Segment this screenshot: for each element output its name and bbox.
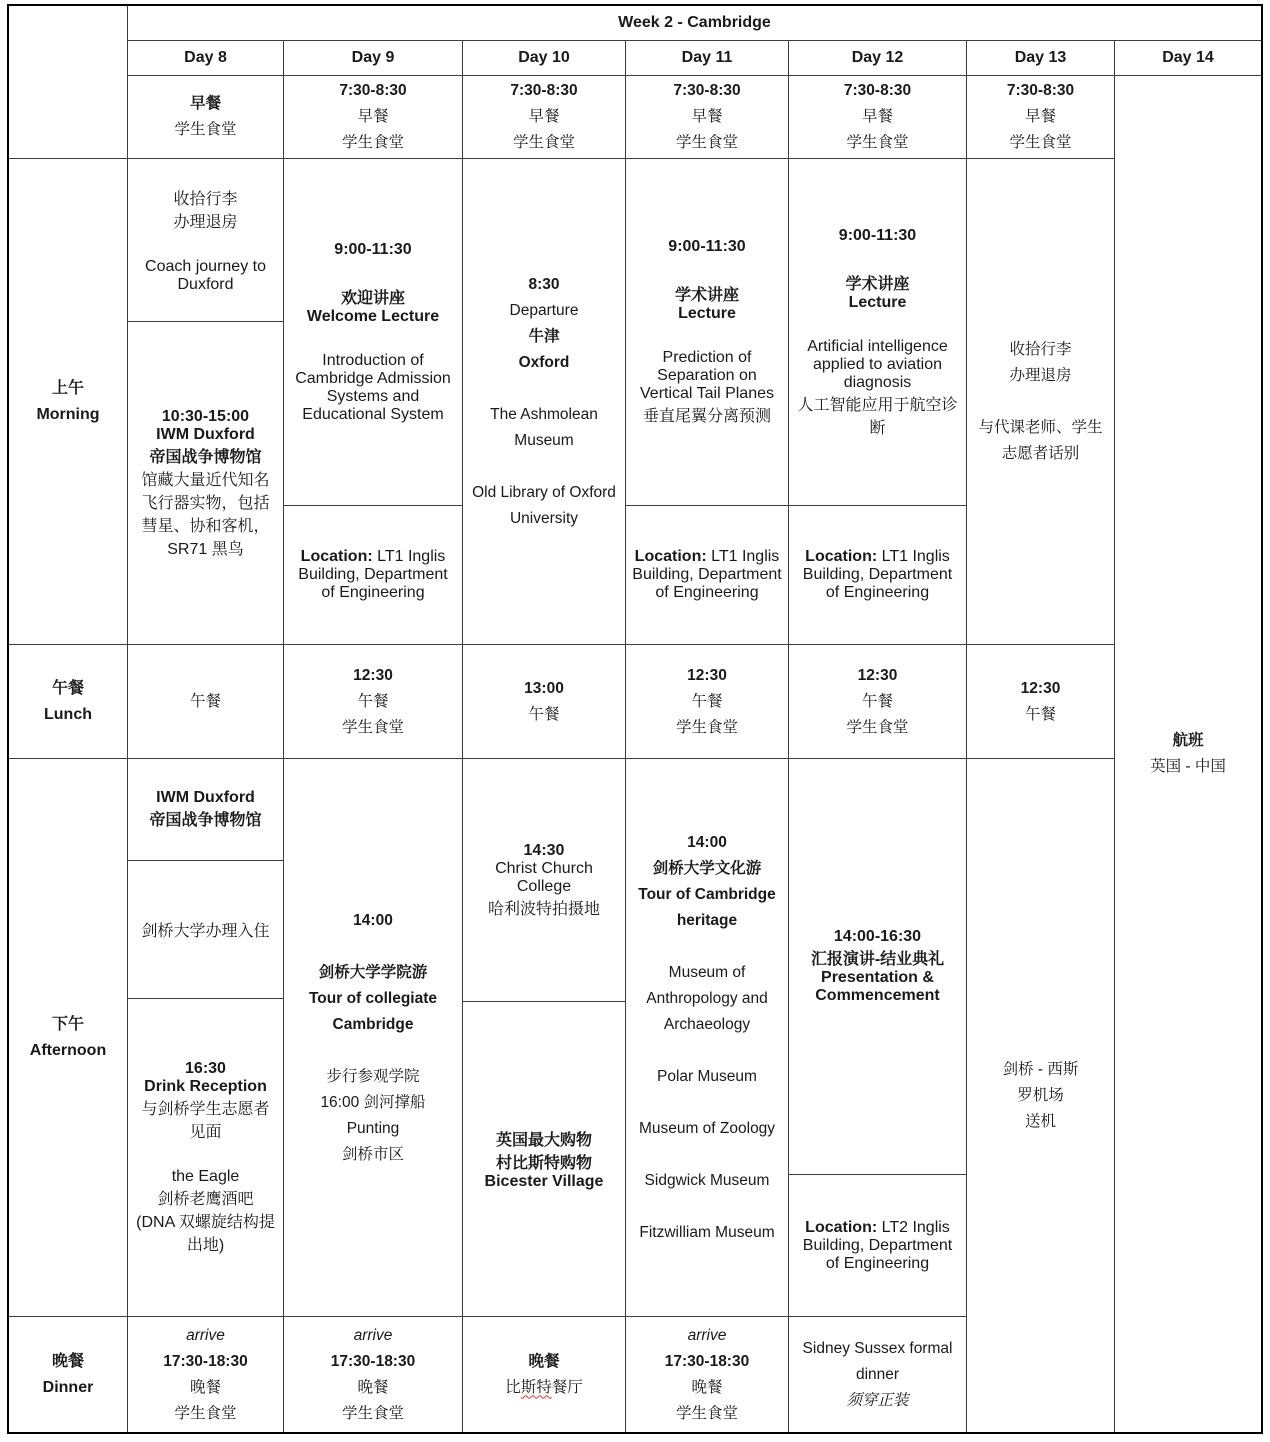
meal-place: 学生食堂 [846, 718, 909, 736]
afternoon-day10-bicester [463, 1001, 625, 1316]
location-line [632, 548, 782, 602]
meal-place: 学生食堂 [174, 1404, 237, 1422]
breakfast-day13 [967, 76, 1114, 158]
line: Departure [509, 301, 579, 319]
row-label-zh: 午餐 [51, 679, 84, 697]
lunch-day10 [463, 645, 625, 758]
meal-time: 12:30 [857, 666, 898, 684]
meal-place [505, 1375, 583, 1401]
meal-place: 学生食堂 [341, 134, 404, 151]
meal-name: 午餐 [357, 692, 389, 710]
row-label-zh: 晚餐 [51, 1352, 84, 1370]
title-en: Lecture [848, 293, 907, 311]
row-label-lunch [9, 645, 127, 758]
time: 9:00-11:30 [334, 240, 412, 258]
arrive-note: arrive [687, 1326, 727, 1344]
meal-place: 学生食堂 [174, 121, 237, 138]
line: 16:00 剑河撑船 [320, 1093, 426, 1111]
line: 与代课老师、学生志愿者话别 [978, 418, 1103, 462]
line: 与剑桥学生志愿者见面 [141, 1101, 270, 1141]
title-zh: 帝国战争博物馆 [149, 812, 262, 829]
afternoon-day10 [463, 759, 625, 1316]
line: Christ Church College [495, 859, 593, 895]
title-zh: 汇报演讲-结业典礼 [810, 951, 945, 968]
title-zh: 学术讲座 [674, 287, 739, 304]
row-label-zh: 上午 [51, 379, 84, 397]
day14-flight-cell [1115, 76, 1261, 1432]
morning-day11-lecture [626, 159, 788, 505]
time: 9:00-11:30 [838, 226, 917, 244]
day-header-day12 [789, 41, 966, 75]
time: 16:30 [185, 1060, 226, 1077]
day8-label: Day 8 [184, 49, 227, 66]
week-title: Week 2 - Cambridge [618, 14, 771, 31]
row-label-afternoon [9, 759, 127, 1316]
spellcheck-underlined-text: 斯特 [520, 1378, 552, 1396]
breakfast-day10 [463, 76, 625, 158]
meal-place: 学生食堂 [1009, 134, 1072, 151]
meal-name: 晚餐 [189, 1378, 221, 1396]
afternoon-day12 [789, 759, 966, 1316]
morning-day8-checkout [128, 159, 283, 321]
lunch-day11 [626, 645, 788, 758]
morning-day11-location [626, 505, 788, 644]
description-zh: 垂直尾翼分离预测 [642, 408, 771, 425]
location-label: Location: [805, 548, 878, 565]
meal-time: 12:30 [353, 666, 393, 684]
line: Punting [346, 1119, 400, 1137]
lunch-day13 [967, 645, 1114, 758]
row-label-en: Afternoon [29, 1041, 107, 1059]
day-header-day8 [128, 41, 283, 75]
morning-day9 [284, 159, 462, 644]
afternoon-day9 [284, 759, 462, 1316]
meal-name: 晚餐 [357, 1378, 389, 1396]
line: 罗机场 [1017, 1086, 1064, 1104]
lunch-day9 [284, 645, 462, 758]
meal-place: 学生食堂 [341, 718, 404, 736]
line: Sidney Sussex formal dinner [802, 1339, 953, 1383]
afternoon-day8-reception [128, 998, 283, 1316]
line: 步行参观学院 [326, 1067, 420, 1085]
dress-code-note: 须穿正装 [846, 1391, 909, 1409]
time: 9:00-11:30 [668, 238, 746, 255]
title-zh: 牛津 [528, 327, 560, 345]
line: 剑桥大学办理入住 [141, 923, 270, 940]
morning-day12-location [789, 505, 966, 644]
afternoon-day8 [128, 759, 283, 1316]
line: 送机 [1024, 1112, 1056, 1130]
museum: Museum of Zoology [638, 1119, 776, 1137]
line: The Ashmolean Museum [490, 405, 598, 449]
museum: Polar Museum [657, 1067, 757, 1085]
day11-label: Day 11 [681, 49, 733, 66]
meal-time: 17:30-18:30 [163, 1352, 248, 1370]
afternoon-day12-presentation [789, 759, 966, 1174]
line: the Eagle [171, 1168, 240, 1185]
meal-place: 学生食堂 [846, 134, 909, 151]
morning-day12 [789, 159, 966, 644]
title-en: IWM Duxford [156, 425, 255, 443]
breakfast-day8 [128, 76, 283, 158]
meal-name: 午餐 [189, 692, 221, 710]
description-zh: 人工智能应用于航空诊断 [797, 396, 958, 437]
time: 14:00 [687, 833, 727, 851]
location-value: LT1 Inglis Building, Department of Engineering [298, 548, 448, 601]
title-zh: 英国最大购物 [495, 1132, 592, 1149]
location-line [795, 548, 960, 602]
location-line [795, 1219, 960, 1273]
location-value: LT1 Inglis Building, Department of Engineering [632, 548, 782, 601]
description-en: Artificial intelligence applied to aviation diagnosis [807, 337, 948, 391]
afternoon-day8-checkin [128, 860, 283, 998]
afternoon-day12-location [789, 1174, 966, 1316]
dinner-day10 [463, 1317, 625, 1432]
day-header-day11 [626, 41, 788, 75]
day-header-day10 [463, 41, 625, 75]
row-label-en: Morning [36, 405, 100, 423]
arrive-note: arrive [186, 1326, 225, 1344]
line: Coach journey to Duxford [145, 258, 266, 293]
line: 办理退房 [173, 214, 238, 231]
meal-time: 7:30-8:30 [339, 82, 407, 99]
day-header-day14 [1115, 41, 1261, 75]
breakfast-day11 [626, 76, 788, 158]
meal-time: 13:00 [524, 679, 564, 697]
row-label-dinner [9, 1317, 127, 1432]
dinner-day8 [128, 1317, 283, 1432]
morning-day8-iwm [128, 321, 283, 644]
meal-place: 学生食堂 [675, 1404, 738, 1422]
meal-name: 午餐 [1024, 705, 1056, 723]
meal-time: 12:30 [1020, 679, 1061, 697]
time: 14:30 [523, 841, 565, 859]
flight-route: 英国 - 中国 [1150, 758, 1226, 775]
location-label: Location: [805, 1218, 878, 1236]
description: 馆藏大量近代知名飞行器实物，包括彗星、协和客机，SR71 黑鸟 [141, 471, 270, 558]
description: Introduction of Cambridge Admission Systems and Educational System [295, 351, 451, 423]
title-zh: 帝国战争博物馆 [149, 448, 262, 466]
afternoon-day10-christchurch [463, 759, 625, 1001]
meal-time: 12:30 [687, 666, 727, 684]
meal-name: 早餐 [1024, 108, 1056, 125]
description-en: Prediction of Separation on Vertical Tail Planes [640, 349, 774, 402]
meal-name: 晚餐 [691, 1378, 723, 1396]
week-header [128, 6, 1261, 40]
location-value: LT2 Inglis Building, Department of Engineering [802, 1218, 953, 1272]
schedule-table [7, 4, 1263, 1434]
afternoon-day8-iwm [128, 759, 283, 860]
title-en: Tour of Cambridge heritage [638, 885, 776, 929]
title-zh: 村比斯特购物 [495, 1155, 592, 1172]
meal-time: 17:30-18:30 [330, 1352, 416, 1370]
title-zh: 学术讲座 [845, 275, 910, 293]
meal-time: 17:30-18:30 [664, 1352, 750, 1370]
morning-day11 [626, 159, 788, 644]
title-en: Welcome Lecture [306, 307, 440, 325]
arrive-note: arrive [353, 1326, 393, 1344]
meal-place: 学生食堂 [512, 134, 575, 151]
afternoon-day13-airport [967, 759, 1114, 1432]
dinner-day12 [789, 1317, 966, 1432]
title-en: Bicester Village [484, 1173, 604, 1190]
meal-name: 早餐 [357, 108, 389, 125]
meal-time: 7:30-8:30 [843, 82, 912, 99]
title-en: IWM Duxford [156, 789, 255, 806]
place-text: 比 [505, 1378, 521, 1396]
row-label-en: Dinner [42, 1378, 94, 1396]
meal-name: 早餐 [528, 108, 560, 125]
meal-name: 晚餐 [528, 1352, 560, 1370]
time: 14:00-16:30 [833, 928, 922, 945]
morning-day9-location [284, 505, 462, 644]
location-label: Location: [634, 548, 707, 565]
meal-name: 早餐 [861, 108, 893, 125]
line: 收拾行李 [173, 191, 238, 208]
line: (DNA 双螺旋结构提出地) [136, 1214, 275, 1254]
dinner-day11 [626, 1317, 788, 1432]
morning-day8 [128, 159, 283, 644]
title-en: Lecture [678, 305, 736, 322]
line: 剑桥市区 [341, 1145, 404, 1163]
line: 办理退房 [1009, 366, 1072, 384]
place-text: 餐厅 [551, 1378, 583, 1396]
museum: Museum of Anthropology and Archaeology [646, 963, 768, 1033]
location-label: Location: [300, 548, 373, 565]
morning-day9-lecture [284, 159, 462, 505]
meal-name: 早餐 [691, 108, 723, 125]
title: Drink Reception [144, 1078, 267, 1095]
row-label-morning [9, 159, 127, 644]
title-en: Oxford [518, 353, 570, 371]
day13-label: Day 13 [1014, 49, 1067, 66]
title-zh: 欢迎讲座 [340, 289, 405, 307]
time: 14:00 [353, 911, 393, 929]
title-zh: 剑桥大学学院游 [318, 963, 428, 981]
morning-day10 [463, 159, 625, 644]
meal-name: 午餐 [528, 705, 560, 723]
row-label-zh: 下午 [51, 1015, 84, 1033]
title-en: Presentation & Commencement [815, 969, 940, 1004]
museum: Fitzwilliam Museum [639, 1223, 775, 1241]
row-label-en: Lunch [44, 705, 92, 723]
meal-time: 7:30-8:30 [673, 82, 741, 99]
meal-place: 学生食堂 [675, 718, 738, 736]
flight-title: 航班 [1172, 732, 1204, 749]
meal-time: 7:30-8:30 [1006, 82, 1075, 99]
meal-name: 早餐 [189, 95, 221, 112]
lunch-day12 [789, 645, 966, 758]
day-header-day9 [284, 41, 462, 75]
meal-time: 7:30-8:30 [510, 82, 578, 99]
title-zh: 剑桥大学文化游 [652, 859, 762, 877]
morning-day12-lecture [789, 159, 966, 505]
morning-day13 [967, 159, 1114, 644]
time: 8:30 [528, 275, 560, 293]
meal-place: 学生食堂 [341, 1404, 404, 1422]
meal-name: 午餐 [691, 692, 723, 710]
day12-label: Day 12 [851, 49, 904, 66]
day9-label: Day 9 [351, 49, 395, 66]
day10-label: Day 10 [518, 49, 570, 66]
line: 剑桥老鹰酒吧 [157, 1191, 254, 1208]
dinner-day9 [284, 1317, 462, 1432]
day14-label: Day 14 [1162, 49, 1214, 66]
line: Old Library of Oxford University [472, 483, 616, 527]
meal-name: 午餐 [861, 692, 893, 710]
line: 哈利波特拍摄地 [487, 900, 600, 918]
meal-place: 学生食堂 [675, 134, 738, 151]
afternoon-day11 [626, 759, 788, 1316]
corner-empty-cell [9, 6, 127, 158]
title-en: Tour of collegiate Cambridge [308, 989, 438, 1033]
location-value: LT1 Inglis Building, Department of Engineering [802, 548, 953, 601]
line: 收拾行李 [1009, 340, 1072, 358]
lunch-day8 [128, 645, 283, 758]
museum: Sidgwick Museum [644, 1171, 770, 1189]
time: 10:30-15:00 [161, 407, 250, 425]
line: 剑桥 - 西斯 [1002, 1060, 1079, 1078]
breakfast-day12 [789, 76, 966, 158]
location-line [290, 548, 456, 602]
breakfast-day9 [284, 76, 462, 158]
day-header-day13 [967, 41, 1114, 75]
